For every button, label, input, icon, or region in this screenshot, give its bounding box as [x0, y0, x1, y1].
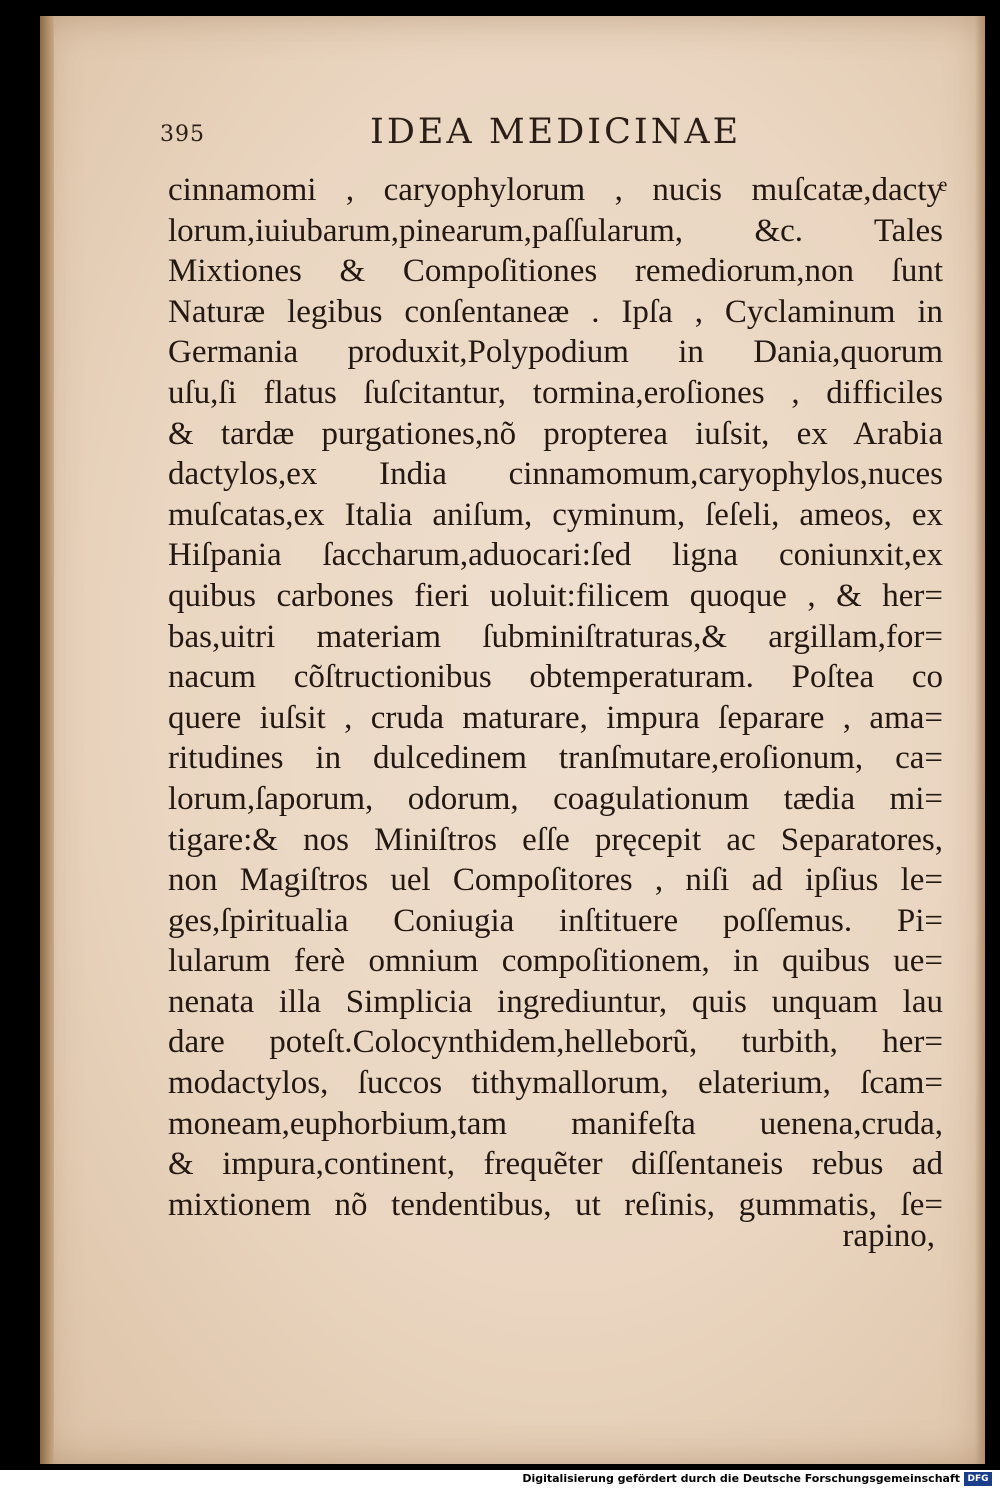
text-line: Naturæ legibus conſentaneæ . Ipſa , Cyclaminum in: [168, 293, 943, 330]
text-line: nenata illa Simplicia ingrediuntur, quis unquam lau: [168, 983, 943, 1020]
text-line: lularum ferè omnium compoſitionem, in quibus ue=: [168, 943, 943, 980]
running-title: IDEA MEDICINAE: [370, 112, 742, 152]
text-line: Mixtiones & Compoſitiones remediorum,non ſunt: [168, 253, 943, 290]
running-head: [160, 112, 880, 156]
text-line: nacum cõſtructionibus obtemperaturam. Poſtea co: [168, 659, 943, 696]
page-body-text: [168, 170, 943, 1225]
text-line: uſu,ſi flatus ſuſcitantur, tormina,eroſiones , difficiles: [168, 374, 943, 411]
funding-credit: Digitalisierung gefördert durch die Deutsche Forschungsgemeinschaft: [522, 1472, 960, 1485]
text-line: muſcatas,ex Italia aniſum, cyminum, ſeſeli, ameos, ex: [168, 496, 943, 533]
text-line: cinnamomi , caryophylorum , nucis muſcatæ,dactyͤ: [168, 172, 943, 208]
text-line: moneam,euphorbium,tam manifeſta uenena,cruda,: [168, 1105, 943, 1142]
text-line: Germania produxit,Polypodium in Dania,quorum: [168, 334, 943, 371]
text-line: modactylos, ſuccos tithymallorum, elaterium, ſcam=: [168, 1065, 943, 1102]
text-line: mixtionem nõ tendentibus, ut reſinis, gummatis, ſe=: [168, 1186, 943, 1223]
text-line: & tardæ purgationes,nõ propterea iuſsit, ex Arabia: [168, 415, 943, 452]
text-line: non Magiſtros uel Compoſitores , niſi ad ipſius le=: [168, 862, 943, 899]
text-line: dactylos,ex India cinnamomum,caryophylos,nuces: [168, 456, 943, 493]
text-line: Hiſpania ſaccharum,aduocari:ſed ligna coniunxit,ex: [168, 537, 943, 574]
text-line: ges,ſpiritualia Coniugia inſtituere poſſemus. Pi=: [168, 902, 943, 939]
text-line: ritudines in dulcedinem tranſmutare,eroſionum, ca=: [168, 740, 943, 777]
text-line: dare poteſt.Colocynthidem,helleborũ, turbith, her=: [168, 1024, 943, 1061]
page-fore-edge: [975, 16, 985, 1464]
text-line: bas,uitri materiam ſubminiſtraturas,& argillam,for=: [168, 618, 943, 655]
text-line: tigare:& nos Miniſtros eſſe pręcepit ac Separatores,: [168, 821, 943, 858]
digitization-footer: [0, 1470, 1000, 1490]
catchword: rapino,: [842, 1218, 935, 1254]
text-line: lorum,ſaporum, odorum, coagulationum tædia mi=: [168, 780, 943, 817]
dfg-logo-icon: DFG: [964, 1472, 992, 1486]
text-line: quibus carbones fieri uoluit:filicem quoque , & her=: [168, 577, 943, 614]
page-binding-edge: [40, 16, 54, 1464]
text-line: quere iuſsit , cruda maturare, impura ſeparare , ama=: [168, 699, 943, 736]
text-line: lorum,iuiubarum,pinearum,paſſularum, &c. Tales: [168, 212, 943, 249]
page-number: 395: [160, 122, 205, 147]
text-line: & impura,continent, frequẽter diſſentaneis rebus ad: [168, 1146, 943, 1183]
book-page: [40, 16, 985, 1464]
